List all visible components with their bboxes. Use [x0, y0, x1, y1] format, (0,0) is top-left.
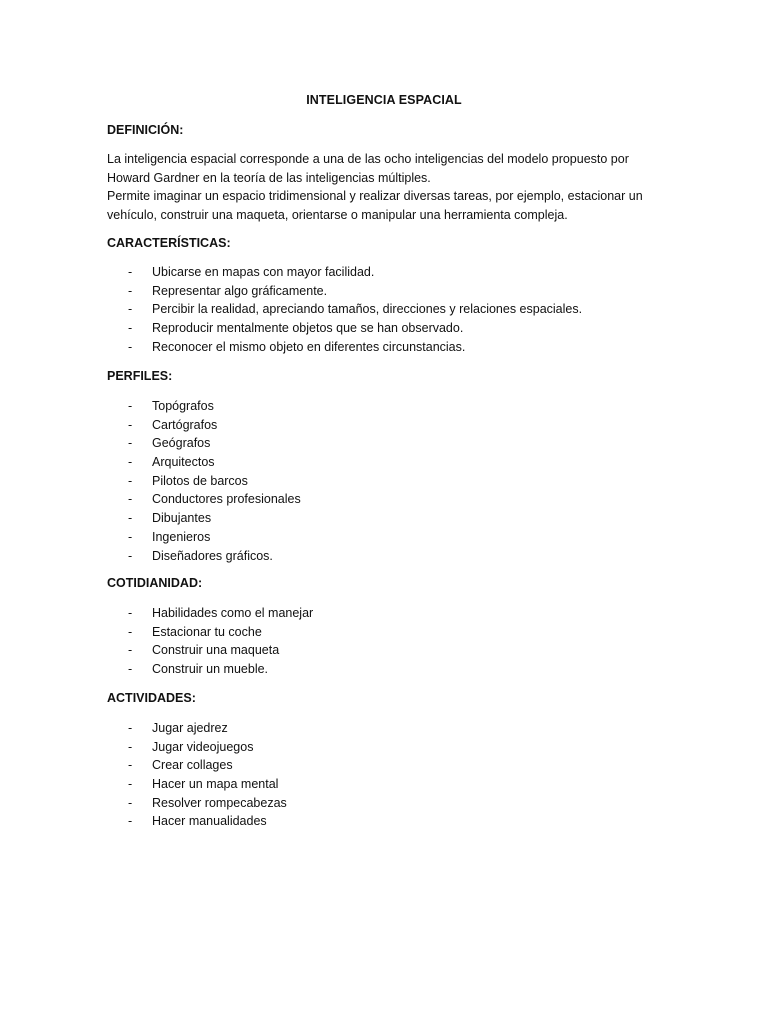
- bullet-dash: -: [128, 455, 133, 470]
- bullet-dash: -: [128, 417, 133, 432]
- bullet-dash: -: [128, 758, 133, 773]
- list-item-text: Reproducir mentalmente objetos que se han observado.: [152, 321, 464, 336]
- list-item-text: Conductores profesionales: [152, 492, 301, 507]
- bullet-dash: -: [128, 814, 133, 829]
- bullet-dash: -: [128, 511, 133, 526]
- bullet-dash: -: [128, 436, 133, 451]
- bullet-dash: -: [128, 473, 133, 488]
- list-item-text: Jugar videojuegos: [152, 739, 254, 754]
- daily-life-heading: COTIDIANIDAD:: [107, 576, 203, 590]
- list-item-text: Habilidades como el manejar: [152, 606, 314, 620]
- definition-line: Permite imaginar un espacio tridimensional y realizar diversas tareas, por ejemplo, estacionar un: [107, 189, 643, 204]
- bullet-dash: -: [128, 739, 133, 754]
- bullet-dash: -: [128, 529, 133, 544]
- definition-paragraph: [107, 150, 667, 225]
- list-item-text: Ingenieros: [152, 529, 211, 544]
- list-item-text: Reconocer el mismo objeto en diferentes circunstancias.: [152, 339, 466, 354]
- list-item-text: Crear collages: [152, 758, 233, 773]
- activities-heading: ACTIVIDADES:: [107, 691, 196, 705]
- bullet-dash: -: [128, 302, 133, 317]
- bullet-dash: -: [128, 662, 133, 677]
- list-item-text: Resolver rompecabezas: [152, 795, 287, 810]
- characteristics-heading: CARACTERÍSTICAS:: [107, 236, 231, 250]
- definition-line: La inteligencia espacial corresponde a una de las ocho inteligencias del modelo propuesto por: [107, 152, 629, 166]
- list-item-text: Jugar ajedrez: [152, 721, 228, 735]
- definition-line: Howard Gardner en la teoría de las inteligencias múltiples.: [107, 170, 431, 185]
- list-item-text: Ubicarse en mapas con mayor facilidad.: [152, 265, 375, 279]
- list-item-text: Estacionar tu coche: [152, 624, 262, 639]
- bullet-dash: -: [128, 795, 133, 810]
- definition-heading: DEFINICIÓN:: [107, 123, 184, 137]
- profiles-heading: PERFILES:: [107, 369, 173, 383]
- document-title: INTELIGENCIA ESPACIAL: [306, 93, 462, 107]
- bullet-dash: -: [128, 777, 133, 792]
- list-item-text: Hacer manualidades: [152, 814, 267, 829]
- list-item-text: Construir una maqueta: [152, 643, 280, 658]
- list-item-text: Arquitectos: [152, 455, 215, 470]
- definition-line: vehículo, construir una maqueta, orientarse o manipular una herramienta compleja.: [107, 208, 568, 223]
- bullet-dash: -: [128, 283, 133, 298]
- list-item-text: Construir un mueble.: [152, 662, 269, 677]
- bullet-dash: -: [128, 399, 133, 413]
- bullet-dash: -: [128, 643, 133, 658]
- bullet-dash: -: [128, 265, 133, 279]
- list-item-text: Percibir la realidad, apreciando tamaños, direcciones y relaciones espaciales.: [152, 302, 583, 317]
- list-item-text: Dibujantes: [152, 511, 212, 526]
- list-item-text: Hacer un mapa mental: [152, 777, 279, 792]
- bullet-dash: -: [128, 492, 133, 507]
- bullet-dash: -: [128, 721, 133, 735]
- list-item-text: Pilotos de barcos: [152, 473, 248, 488]
- bullet-dash: -: [128, 321, 133, 336]
- list-item-text: Representar algo gráficamente.: [152, 283, 328, 298]
- list-item-text: Topógrafos: [152, 399, 214, 413]
- bullet-dash: -: [128, 339, 133, 354]
- list-item-text: Geógrafos: [152, 436, 211, 451]
- list-item-text: Diseñadores gráficos.: [152, 548, 273, 563]
- list-item-text: Cartógrafos: [152, 417, 218, 432]
- bullet-dash: -: [128, 606, 133, 620]
- bullet-dash: -: [128, 548, 133, 563]
- bullet-dash: -: [128, 624, 133, 639]
